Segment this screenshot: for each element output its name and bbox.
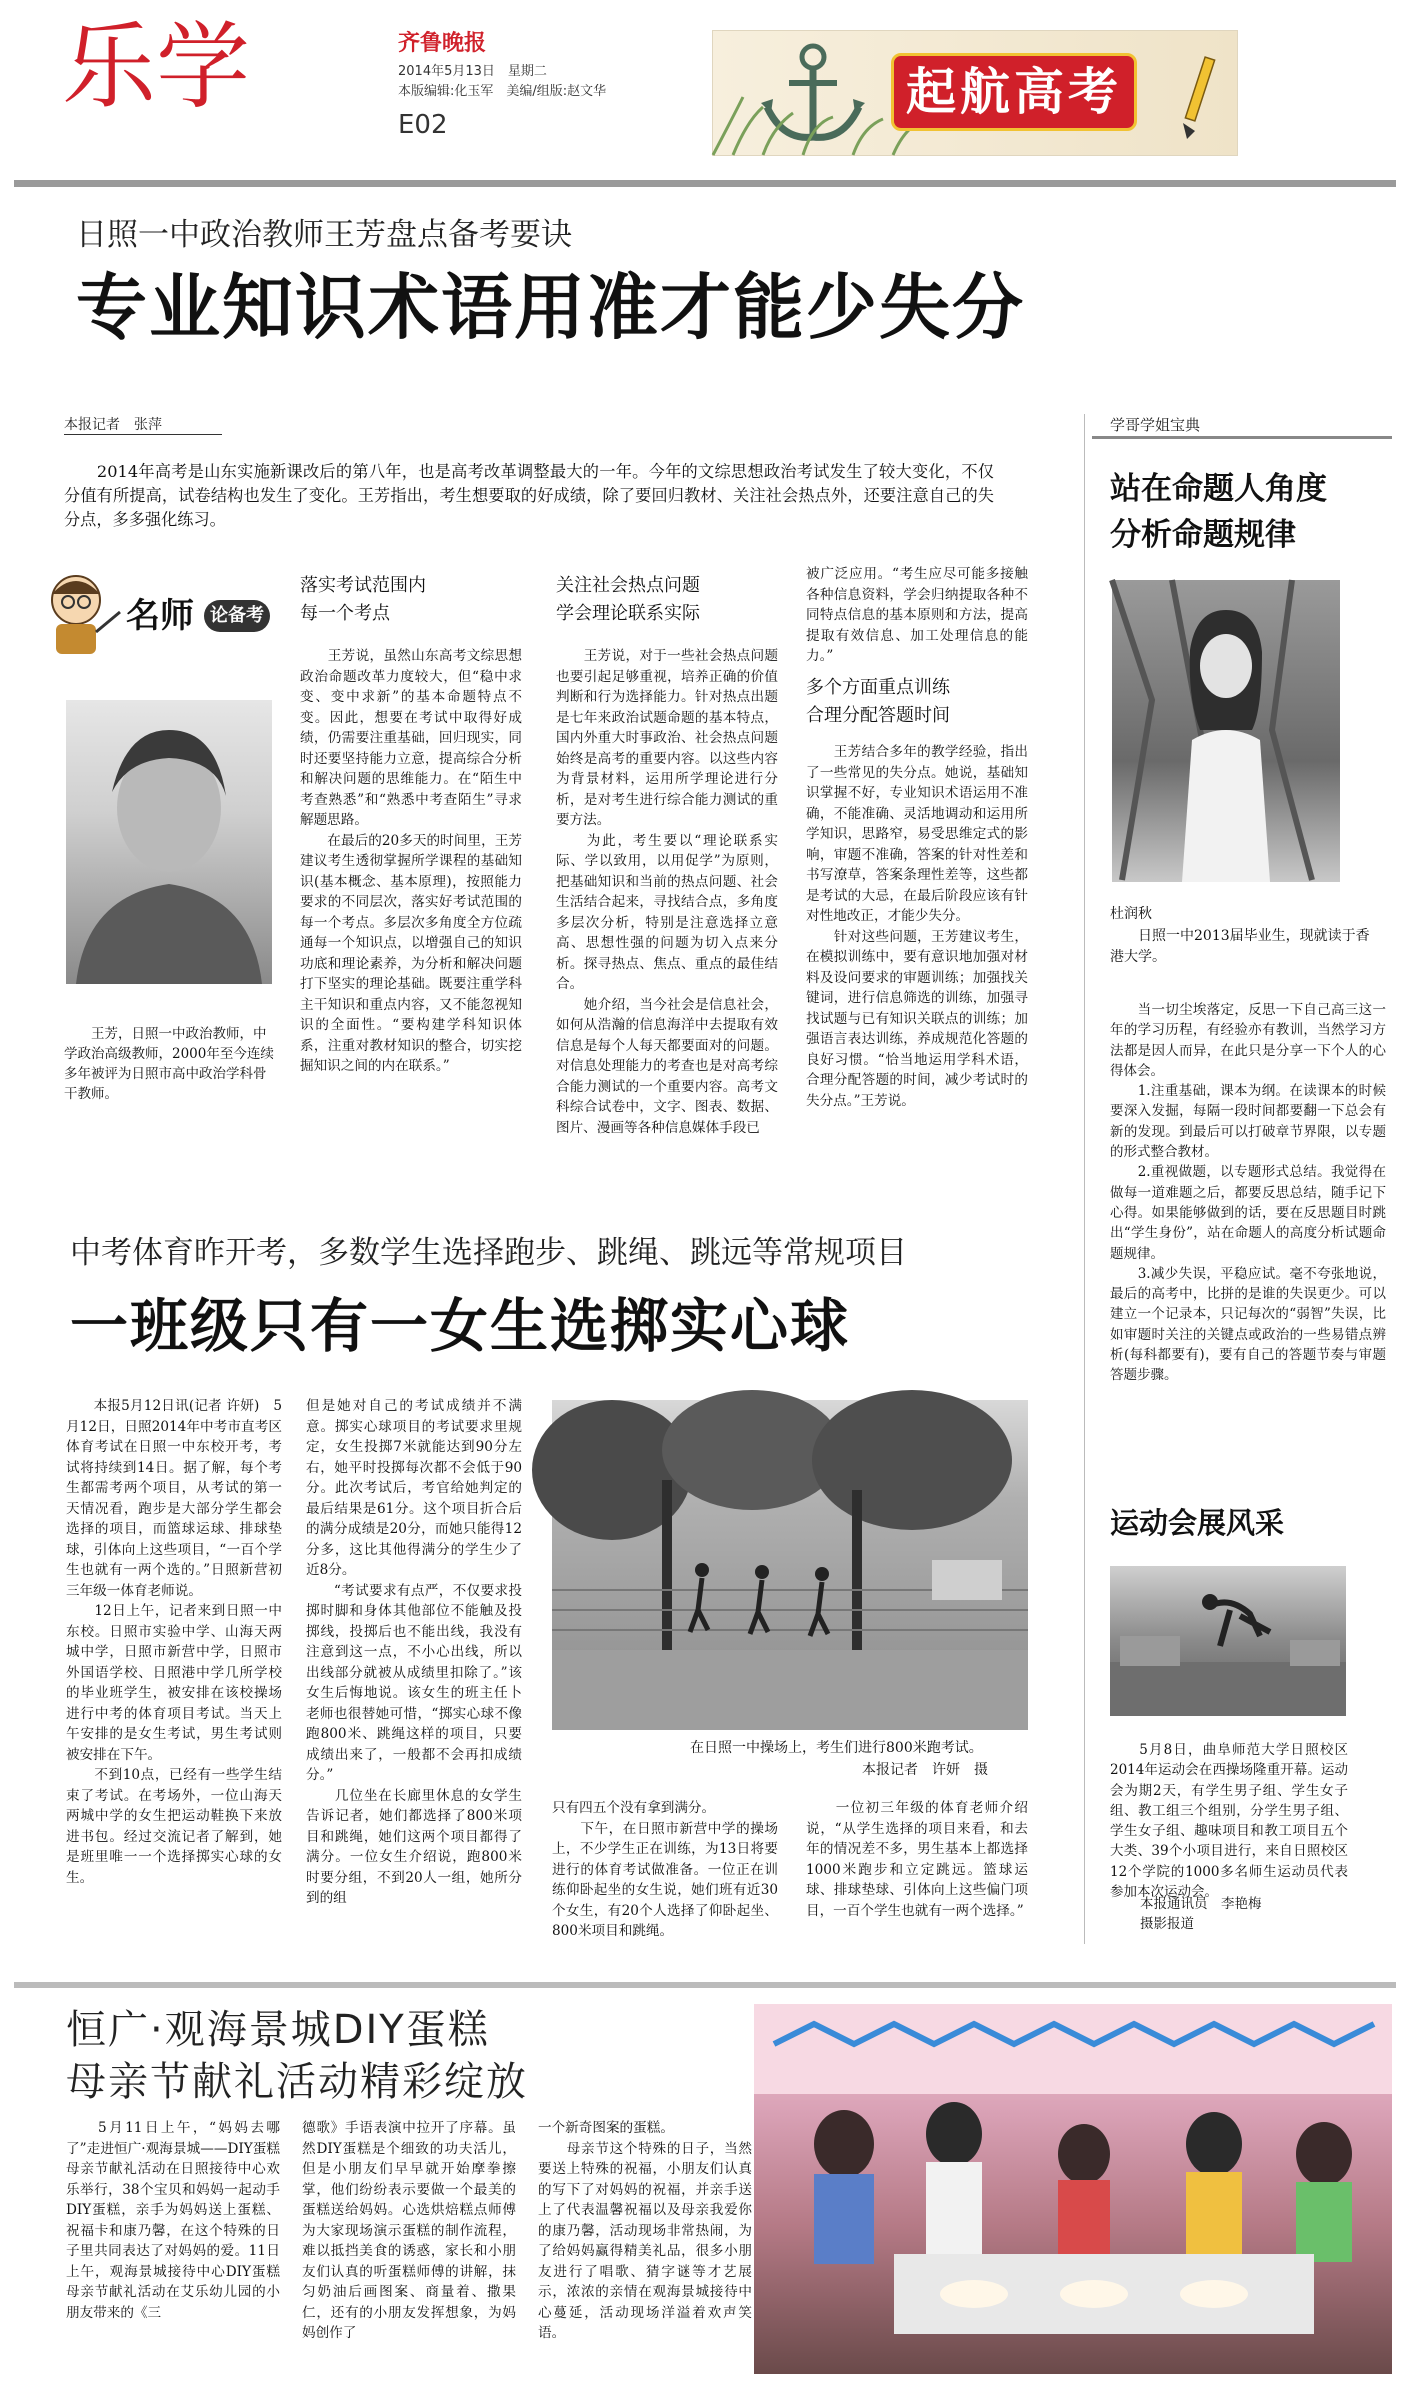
student-caption: 日照一中2013届毕业生，现就读于香港大学。 bbox=[1110, 928, 1370, 965]
sidebar-head1: 站在命题人角度 分析命题规律 bbox=[1110, 471, 1327, 553]
running-photo bbox=[552, 1400, 1028, 1730]
article1-headline: 专业知识术语用准才能少失分 bbox=[76, 266, 1026, 349]
article1-col2: 王芳说，对于一些社会热点问题也要引起足够重视，培养正确的价值判断和行为选择能力。针对热点出题是七年来政治试题命题的基本特点，国内外重大时事政治、社会热点问题始终是高考的重要内容。以这些内容为背景材料，运用所学理论进行分析，是对考生进行综合能力测试的重要方法。 为此，考生要以“理论联系实际、学以致用，以用促学”为原则，把基础知识和当前的热点问题、社会生活结合起来，寻找结合点，多角度多层次分析，特别是注意选择立意高、思想性强的问题为切入点来分析。探寻热点、焦点、重点的最佳结合。 她介绍，当今社会是信息社会，如何从浩瀚的信息海洋中去提取有效信息是每个人每天都要面对的问题。对信息处理能力的考查也是对高考综合能力测试的一个重要内容。高考文科综合试卷中，文字、图表、数据、图片、漫画等各种信息媒体手段已 bbox=[556, 648, 778, 1136]
article2-col1: 本报5月12日讯(记者 许妍) 5月12日，日照2014年中考市直考区体育考试在日照一中东校开考，考试将持续到14日。据了解，每个考生都需考两个项目，从考试的第一天情况看，跑步是大部分学生都会选择的项目，而篮球运球、排球垫球，引体向上这些项目，“一百个学生也就有一两个选的。”日照新营初三年级一体育老师说。 12日上午，记者来到日照一中东校。日照市实验中学、山海天两城中学，日照市新营中学，日照市外国语学校、日照港中学几所学校的毕业班学生，被安排在该校操场进行中考的体育项目考试。当天上午安排的是女生考试，男生考试则被安排在下午。 不到10点，已经有一些学生结束了考试。在考场外，一位山海天两城中学的女生把运动鞋换下来放进书包。经过交流记者了解到，她是班里唯一一个选择掷实心球的女生。 bbox=[66, 1398, 282, 1886]
col2-subhead: 关注社会热点问题 学会理论联系实际 bbox=[556, 575, 700, 624]
article2-col2: 但是她对自己的考试成绩并不满意。掷实心球项目的考试要求里规定，女生投掷7米就能达到90分左右，她平时投掷每次都不会低于90分。此次考试后，考官给她判定的最后结果是61分。这个项目折合后的满分成绩是20分，而她只能得12分多，这比其他得满分的学生少了近8分。 “考试要求有点严，不仅要求投掷时脚和身体其他部位不能触及投掷线，投掷后也不能出线，我没有注意到这一点，不小心出线，所以出线部分就被从成绩里扣除了。”该女生后悔地说。该女生的班主任卜老师也很替她可惜，“掷实心球不像跑800米、跳绳这样的项目，只要成绩出来了，一般都不会再扣成绩分。” 几位坐在长廊里休息的女学生告诉记者，她们都选择了800米项目和跳绳，她们这两个项目都得了满分。一位女生介绍说，跑800米时要分组，不到20人一组，她所分到的组 bbox=[306, 1398, 522, 1906]
page-number: E02 bbox=[398, 110, 448, 140]
pencil-icon bbox=[1169, 51, 1229, 141]
article3-col2: 德歌》手语表演中拉开了序幕。虽然DIY蛋糕是个细致的功夫活儿，但是小朋友们早早就开始摩拳擦掌，他们纷纷表示要做一个最美的蛋糕送给妈妈。心选烘焙糕点师傅为大家现场演示蛋糕的制作流程，难以抵挡美食的诱惑，家长和小朋友们认真的听蛋糕师傅的讲解，抹匀奶油后画图案、商量着、撒果仁，还有的小朋友发挥想象，为妈妈创作了 bbox=[302, 2120, 516, 2341]
teacher-photo bbox=[66, 700, 272, 984]
sidebar-tab-label: 学哥学姐宝典 bbox=[1110, 416, 1201, 434]
article2-col3: 只有四五个没有拿到满分。 下午，在日照市新营中学的操场上，不少学生正在训练，为13日将要进行的体育考试做准备。一位正在训练仰卧起坐的女生说，她们班有近30个女生，有20个人选择了仰卧起坐、800米项目和跳绳。 bbox=[552, 1800, 778, 1939]
editors-line: 本版编辑:化玉军 美编/组版:赵文华 bbox=[398, 84, 607, 99]
article3-headline-line1: 恒广·观海景城DIY蛋糕 bbox=[66, 2007, 490, 2053]
article2-headline: 一班级只有一女生选掷实心球 bbox=[70, 1292, 851, 1360]
teacher-caption: 王芳，日照一中政治教师，中学政治高级教师，2000年至今连续多年被评为日照市高中政治学科骨干教师。 bbox=[64, 1026, 274, 1102]
article1-col3: 王芳结合多年的教学经验，指出了一些常见的失分点。她说，基础知识掌握不好，专业知识术语运用不准确，不能准确、灵活地调动和运用所学知识，思路窄，易受思维定式的影响，审题不准确，答案的针对性差和书写潦草，答案条理性差等，这些都是考试的大忌，在最后阶段应该有针对性地改正，才能少失分。 针对这些问题，王芳建议考生，在模拟训练中，要有意识地加强对材料及设问要求的审题训练；加强找关键词，进行信息筛选的训练，加强寻找试题与已有知识关联点的训练；加强语言表达训练，养成规范化答题的良好习惯。“恰当地运用学科术语，合理分配答题的时间，减少考试时的失分点。”王芳说。 bbox=[806, 744, 1028, 1109]
badge-label: 名师 bbox=[126, 596, 194, 636]
article3-headline-line2: 母亲节献礼活动精彩绽放 bbox=[66, 2059, 528, 2105]
paper-name: 齐鲁晚报 bbox=[398, 30, 487, 56]
col1-subhead: 落实考试范围内 每一个考点 bbox=[300, 575, 426, 624]
sidebar-tips: 当一切尘埃落定，反思一下自己高三这一年的学习历程，有经验亦有教训，当然学习方法都是因人而异，在此只是分享一下个人的心得体会。 1.注重基础，课本为纲。在读课本的时候要深入发掘，每隔一段时间都要翻一下总会有新的发现。到最后可以打破章节界限，以专题的形式整合教材。 2.重视做题，以专题形式总结。我觉得在做每一道难题之后，都要反思总结，随手记下心得。如果能够做到的话，要在反思题目时跳出“学生身份”，站在命题人的高度分析试题命题规律。 3.减少失误，平稳应试。毫不夸张地说，最后的高考中，比拼的是谁的失误更少。可以建立一个记录本，只记每次的“弱智”失误，比如审题时关注的关键点或政治的一些易错点辨析(每科都要有)，要有自己的答题节奏与审题答题步骤。 bbox=[1110, 1002, 1386, 1384]
article3-col3: 一个新奇图案的蛋糕。 母亲节这个特殊的日子，当然要送上特殊的祝福，小朋友们认真的写下了对妈妈的祝福，并亲手送上了代表温馨祝福以及母亲我爱你的康乃馨，活动现场非常热闹，为了给妈妈赢得精美礼品，很多小朋友进行了唱歌、猜字谜等才艺展示，浓浓的亲情在观海景城接待中心蔓延，活动现场洋溢着欢声笑语。 bbox=[538, 2120, 752, 2341]
sports-photo bbox=[1110, 1566, 1346, 1716]
sidebar-head2: 运动会展风采 bbox=[1110, 1506, 1285, 1540]
article1-byline: 本报记者 张萍 bbox=[64, 414, 222, 435]
masthead-rule bbox=[14, 180, 1396, 187]
sports-credit: 本报通讯员 李艳梅 摄影报道 bbox=[1140, 1896, 1262, 1932]
sidebar-tab bbox=[1092, 412, 1392, 439]
teacher-cartoon-icon bbox=[34, 566, 122, 656]
article2-kicker: 中考体育昨开考，多数学生选择跑步、跳绳、跳远等常规项目 bbox=[70, 1235, 907, 1271]
running-photo-credit: 本报记者 许妍 摄 bbox=[862, 1762, 988, 1778]
article2-col4: 一位初三年级的体育老师介绍说，“从学生选择的项目来看，和去年的情况差不多，男生基本上都选择1000米跑步和立定跳远。篮球运球、排球垫球、引体向上这些偏门项目，一百个学生也就有一两个选择。” bbox=[806, 1800, 1028, 1919]
article1-kicker: 日照一中政治教师王芳盘点备考要诀 bbox=[76, 217, 572, 253]
article1-col3-top: 被广泛应用。“考生应尽可能多接触各种信息资料，学会归纳提取各种不同特点信息的基本原则和方法，提高提取有效信息、加工处理信息的能力。” bbox=[806, 566, 1028, 664]
running-photo-caption: 在日照一中操场上，考生们进行800米跑考试。 bbox=[690, 1740, 983, 1756]
sidebar-divider bbox=[1084, 414, 1085, 1944]
sports-text: 5月8日，曲阜师范大学日照校区2014年运动会在西操场隆重开幕。运动会为期2天，有学生男子组、学生女子组、教工组三个组别，分学生男子组、学生女子组、趣味项目和教工项目五个大类、39个小项目进行，来自日照校区12个学院的1000多名师生运动员代表参加本次运动会。 bbox=[1110, 1742, 1348, 1901]
famous-teacher-badge bbox=[34, 566, 284, 656]
student-name: 杜润秋 bbox=[1110, 906, 1152, 922]
date-line: 2014年5月13日 星期二 bbox=[398, 64, 547, 79]
badge-sub: 论备考 bbox=[204, 600, 270, 632]
header-banner bbox=[712, 30, 1238, 156]
student-photo bbox=[1112, 580, 1340, 882]
article3-rule bbox=[14, 1982, 1396, 1988]
article3-col1: 5月11日上午，“妈妈去哪了”走进恒广·观海景城——DIY蛋糕母亲节献礼活动在日照接待中心欢乐举行，38个宝贝和妈妈一起动手DIY蛋糕，亲手为妈妈送上蛋糕、祝福卡和康乃馨，在这个特殊的日子里共同表达了对妈妈的爱。11日上午，观海景城接待中心DIY蛋糕母亲节献礼活动在艾乐幼儿园的小朋友带来的《三 bbox=[66, 2120, 280, 2321]
banner-title: 起航高考 bbox=[891, 53, 1137, 131]
col3-subhead: 多个方面重点训练 合理分配答题时间 bbox=[806, 677, 950, 726]
cake-event-photo bbox=[754, 2004, 1392, 2374]
article1-lead: 2014年高考是山东实施新课改后的第八年，也是高考改革调整最大的一年。今年的文综思想政治考试发生了较大变化，不仅分值有所提高，试卷结构也发生了变化。王芳指出，考生想要取的好成绩，除了要回归教材、关注社会热点外，还要注意自己的失分点，多多强化练习。 bbox=[64, 462, 994, 529]
section-title: 乐学 bbox=[62, 13, 251, 122]
article1-col1: 王芳说，虽然山东高考文综思想政治命题改革力度较大，但“稳中求变、变中求新”的基本命题特点不变。因此，想要在考试中取得好成绩，仍需要注重基础，回归现实，同时还要坚持能力立意，提高综合分析和解决问题的思维能力。在“陌生中考查熟悉”和“熟悉中考查陌生”寻求解题思路。 在最后的20多天的时间里，王芳建议考生透彻掌握所学课程的基础知识(基本概念、基本原理)，按照能力要求的不同层次，落实好考试范围的每一个考点。多层次多角度全方位疏通每一个知识点，以增强自己的知识功底和理论素养，为分析和解决问题打下坚实的理论基础。既要注重学科主干知识和重点内容，又不能忽视知识的全面性。“要构建学科知识体系，注重对教材知识的整合，切实挖掘知识之间的内在联系。” bbox=[300, 648, 522, 1074]
